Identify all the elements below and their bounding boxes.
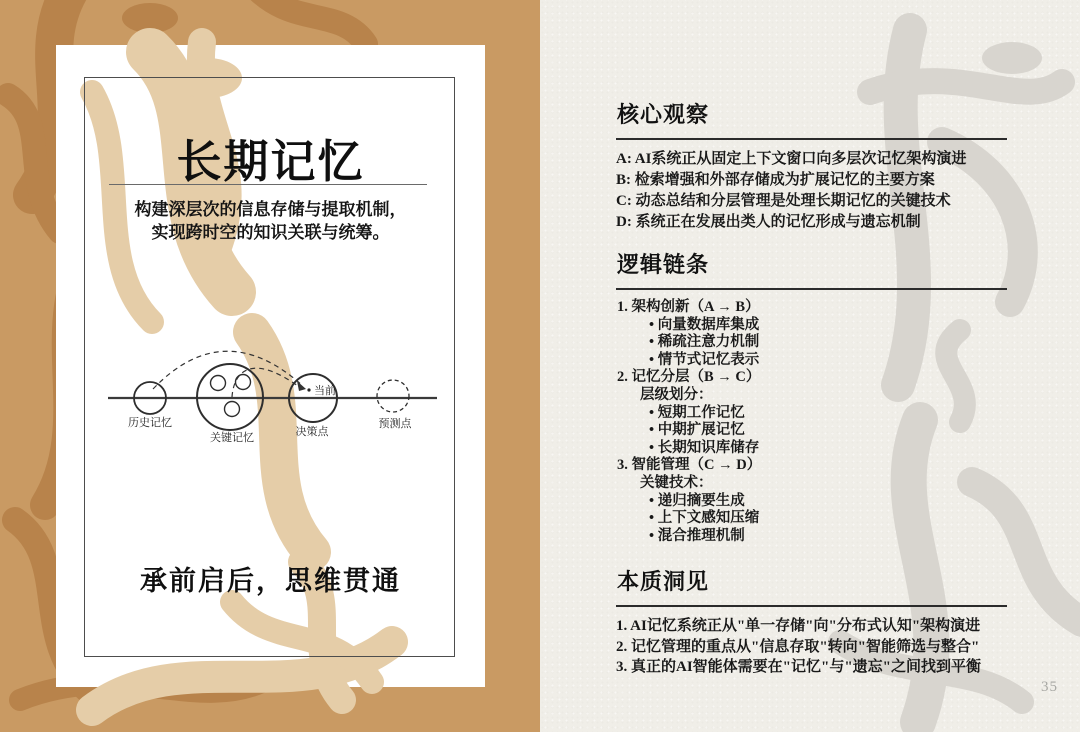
- card-footer-slogan: 承前启后，思维贯通: [140, 566, 401, 596]
- insight-item: 3. 真正的AI智能体需要在"记忆"与"遗忘"之间找到平衡: [616, 659, 981, 675]
- insight-item: 1. AI记忆系统正从"单一存储"向"分布式认知"架构演进: [616, 618, 981, 634]
- label-key-memory: 关键记忆: [210, 432, 254, 444]
- insight-item: 2. 记忆管理的重点从"信息存取"转向"智能筛选与整合": [616, 638, 980, 655]
- right-content: [616, 0, 1058, 732]
- key-memory-item-circle: [225, 402, 240, 417]
- recall-arc-history: [153, 351, 303, 389]
- card-subtitle: [56, 198, 485, 244]
- title-divider: [109, 184, 427, 185]
- section-title-logic: 逻辑链条: [617, 252, 710, 277]
- current-marker-dot: [307, 388, 310, 391]
- arrowhead-icon: [297, 381, 306, 391]
- section-divider: [616, 288, 1007, 290]
- card-title: 长期记忆: [176, 137, 365, 187]
- logic-sub-item: • 递归摘要生成: [649, 492, 745, 509]
- observation-item: B: 检索增强和外部存储成为扩展记忆的主要方案: [616, 172, 935, 188]
- section-title-insights: 本质洞见: [617, 569, 710, 594]
- logic-sub-item: • 短期工作记忆: [649, 404, 745, 421]
- page-number: 35: [1041, 679, 1058, 695]
- logic-sub-item: • 中期扩展记忆: [649, 422, 745, 439]
- logic-sub-item: • 长期知识库储存: [649, 439, 760, 456]
- logic-sub-item: • 情节式记忆表示: [649, 351, 760, 368]
- observation-item: C: 动态总结和分层管理是处理长期记忆的关键技术: [616, 193, 951, 209]
- insights-list: [616, 616, 1008, 678]
- logic-step: 1. 架构创新（A → B）: [617, 299, 760, 315]
- section-logic-chain: [616, 248, 1008, 545]
- logic-chain-list: [616, 299, 1008, 545]
- observation-item: D: 系统正在发展出类人的记忆形成与遗忘机制: [616, 214, 921, 230]
- section-essential-insights: [616, 565, 1008, 678]
- card-subtitle-line2: 实现跨时空的知识关联与统筹。: [151, 223, 390, 242]
- observations-list: [616, 149, 1008, 233]
- memory-timeline-diagram: [56, 335, 485, 505]
- logic-sub-item: • 混合推理机制: [649, 527, 745, 544]
- section-core-observations: [616, 98, 1008, 233]
- key-memory-item-circle: [211, 376, 226, 391]
- label-current: 当前: [314, 385, 336, 397]
- key-memory-item-circle: [236, 375, 251, 390]
- logic-step: 2. 记忆分层（B → C）: [617, 369, 761, 386]
- section-divider: [616, 605, 1007, 607]
- label-history-memory: 历史记忆: [128, 417, 172, 429]
- logic-sub-item: • 稀疏注意力机制: [649, 334, 760, 351]
- observation-item: A: AI系统正从固定上下文窗口向多层次记忆架构演进: [616, 151, 967, 167]
- logic-sub-heading: 层级划分：: [640, 386, 713, 403]
- logic-sub-item: • 上下文感知压缩: [649, 510, 760, 527]
- label-decision-point: 决策点: [295, 426, 329, 438]
- prediction-point-circle: [377, 380, 409, 412]
- logic-sub-item: • 向量数据库集成: [649, 316, 760, 333]
- recall-arc-key: [232, 368, 302, 397]
- section-title-observations: 核心观察: [617, 102, 710, 127]
- logic-sub-heading: 关键技术：: [640, 474, 713, 491]
- card-subtitle-line1: 构建深层次的信息存储与提取机制，: [134, 200, 407, 219]
- label-prediction-point: 预测点: [378, 418, 412, 430]
- right-content-panel: [540, 0, 1080, 732]
- memory-card: [56, 45, 485, 687]
- logic-step: 3. 智能管理（C → D）: [617, 457, 762, 474]
- section-divider: [616, 138, 1007, 140]
